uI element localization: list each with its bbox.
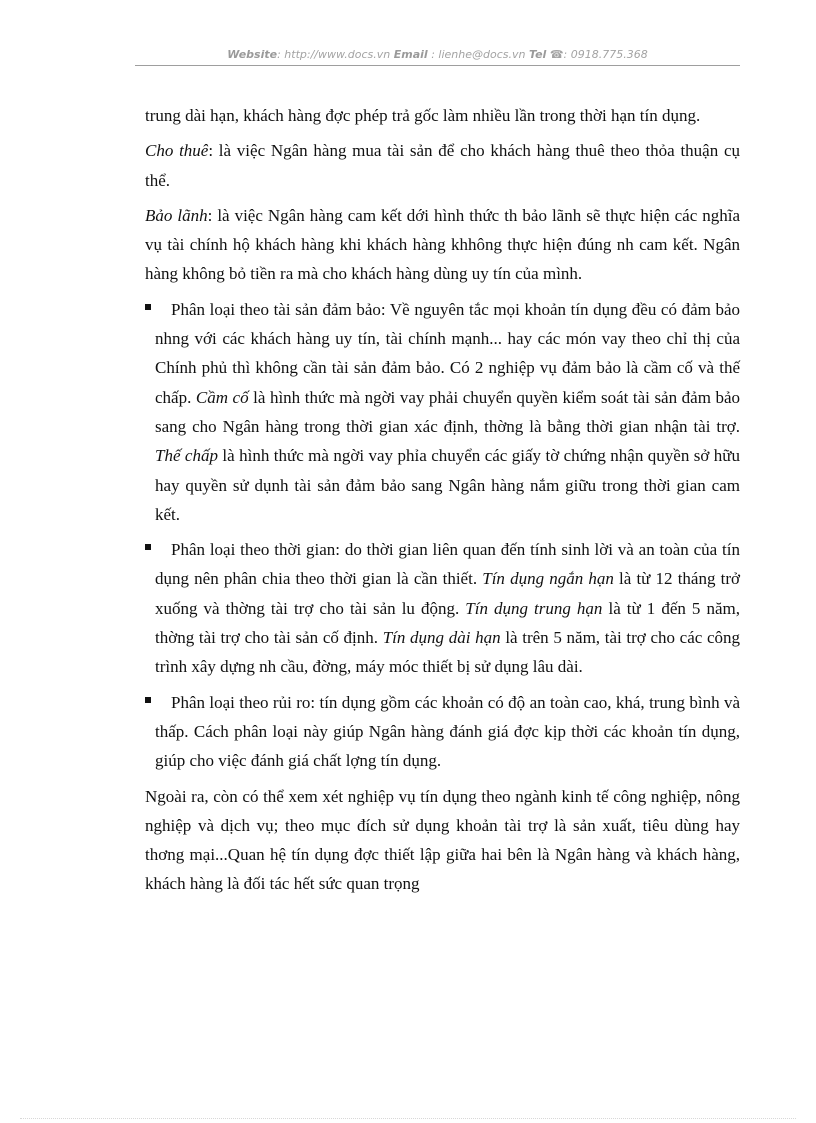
text-run: là trên 5 năm, tài trợ cho các công trình xây dựng nh cầu, đờng, máy móc thiết bị sử dụng lâu dài.	[155, 628, 741, 677]
paragraph-continuation: trung dài hạn, khách hàng đợc phép trả gốc làm nhiều lần trong thời hạn tín dụng.	[145, 106, 701, 125]
tel-label: Tel	[528, 48, 547, 61]
definition-bao-lanh: : là việc Ngân hàng cam kết dới hình thức th bảo lãnh sẽ thực hiện các nghĩa vụ tài chính hộ khách hàng khi khách hàng khhông thực hiện đúng nh cam kết. Ngân hàng không bỏ tiền ra mà cho khách hàng dùng uy tín của mình.	[145, 205, 741, 284]
text-run: là hình thức mà ngời vay phỉa chuyển các giấy tờ chứng nhận quyền sở hữu hay quyền sử dụnh tài sản đảm bảo sang Ngân hàng nắm giữu trong thời gian cam kết.	[155, 446, 740, 524]
website-url: : http://www.docs.vn	[277, 48, 391, 61]
term-cho-thue: Cho thuê	[145, 141, 209, 161]
bullet-time	[145, 535, 740, 681]
bullet-square-icon	[145, 697, 151, 703]
term-bao-lanh: Bảo lãnh	[145, 205, 208, 225]
term-medium-term: Tín dụng trung hạn	[465, 598, 603, 618]
paragraph-other-classification: Ngoài ra, còn có thể xem xét nghiệp vụ tín dụng theo ngành kinh tế công nghiệp, nông nghiệp và dịch vụ; theo mục đích sử dụng khoản tài trợ là sản xuất, tiêu dùng hay thơng mại...Quan hệ tín dụng đợc thiết lập giữa hai bên là Ngân hàng và khách hàng, khách hàng là đối tác hết sức quan trọng	[145, 786, 740, 894]
footer-divider	[20, 1118, 796, 1119]
document-body	[145, 101, 740, 905]
paragraph-cho-thue	[145, 136, 740, 195]
definition-cho-thue: : là việc Ngân hàng mua tài sản để cho khách hàng thuê theo thỏa thuận cụ thể.	[145, 141, 740, 190]
text-run: là từ 1 đến 5 năm, thờng tài trợ cho tài sản cố định.	[155, 598, 740, 648]
bullet-square-icon	[145, 304, 151, 310]
bullet-collateral	[145, 295, 740, 529]
text-run: là từ 12 tháng trở xuống và thờng tài trợ cho tài sản lu động.	[155, 569, 740, 618]
term-the-chap: Thế chấp	[155, 446, 218, 466]
term-long-term: Tín dụng dài hạn	[382, 628, 501, 648]
text-run: Phân loại theo thời gian: do thời gian liên quan đến tính sinh lời và an toàn của tín dụng nên phân chia theo thời gian là cần thiết.	[155, 540, 740, 589]
text-run: là hình thức mà ngời vay phải chuyển quyền kiểm soát tài sản đảm bảo sang cho Ngân hàng trong thời gian xác định, thờng là bằng thời gian nhận tài trợ.	[155, 387, 741, 436]
page-header	[135, 48, 740, 61]
phone-icon: ☎	[549, 48, 564, 61]
text-run: Phân loại theo tài sản đảm bảo: Về nguyên tắc mọi khoản tín dụng đều có đảm bảo nhng với các khách hàng uy tín, tài chính mạnh... hay các món vay theo chỉ thị của Chính phủ thì không cần tài sản đảm bảo. Có 2 nghiệp vụ đảm bảo là cầm cố và thế chấp.	[155, 299, 740, 407]
bullet-risk-text: Phân loại theo rủi ro: tín dụng gồm các khoản có độ an toàn cao, khá, trung bình và thấp. Cách phân loại này giúp Ngân hàng đánh giá đợc kịp thời các khoản tín dụng, giúp cho việc đánh giá chất lợng tín dụng.	[155, 692, 740, 771]
bullet-time-text	[155, 535, 740, 681]
bullet-square-icon	[145, 544, 151, 550]
bullet-risk	[145, 688, 740, 776]
tel-number: : 0918.775.368	[563, 48, 648, 61]
term-cam-co: Cầm cố	[195, 387, 249, 407]
header-divider	[135, 65, 740, 66]
bullet-collateral-text	[155, 295, 740, 529]
website-label: Website	[227, 48, 278, 61]
email-address: : lienhe@docs.vn	[427, 48, 526, 61]
term-short-term: Tín dụng ngắn hạn	[482, 569, 614, 589]
email-label: Email	[393, 48, 428, 61]
paragraph-bao-lanh	[145, 201, 740, 289]
